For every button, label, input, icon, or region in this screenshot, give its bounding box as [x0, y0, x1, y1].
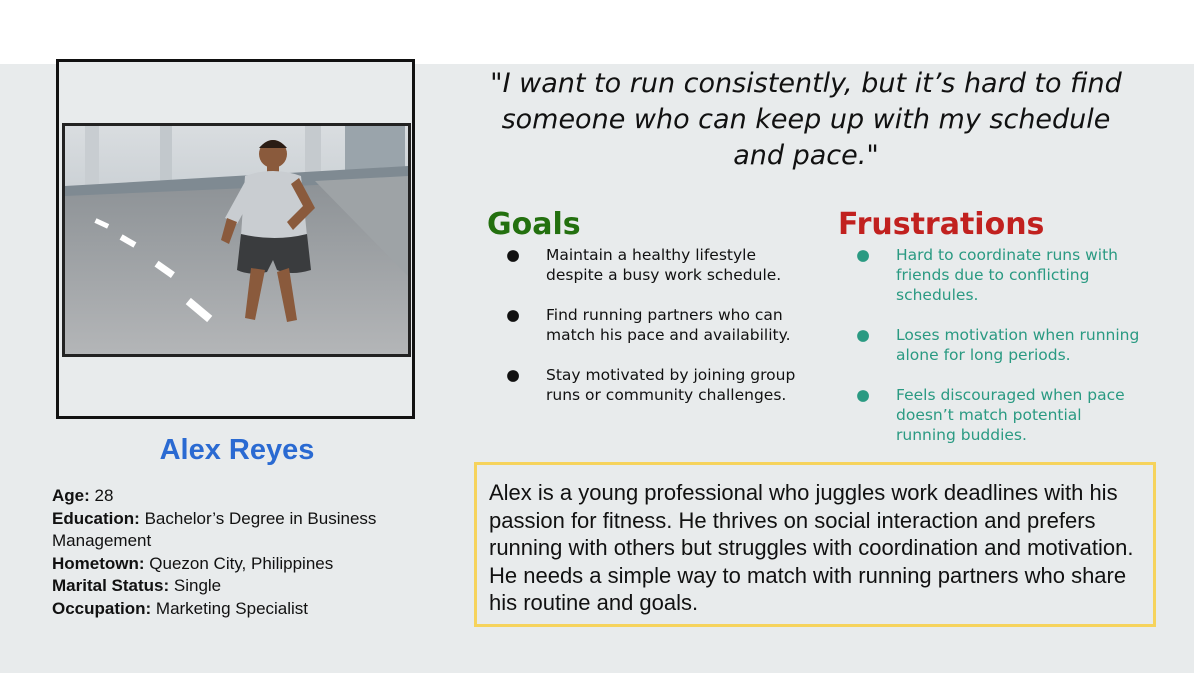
list-item	[856, 245, 1146, 305]
bullet-icon: ●	[506, 306, 520, 324]
persona-quote: "I want to run consistently, but it’s hard to find someone who can keep up with my schedule and pace."	[490, 68, 1122, 171]
goal-text: Stay motivated by joining group runs or community challenges.	[546, 366, 796, 404]
goals-list	[506, 245, 806, 425]
detail-occupation	[52, 598, 432, 621]
detail-value: Single	[173, 576, 222, 595]
detail-value: Quezon City, Philippines	[149, 553, 334, 573]
detail-label: Education:	[52, 508, 140, 528]
detail-education	[52, 508, 432, 553]
detail-label: Age:	[52, 486, 90, 505]
list-item	[856, 325, 1146, 365]
persona-bio: Alex is a young professional who juggles work deadlines with his passion for fitness. He thrives on social interaction and prefers running with others but struggles with coordination and motivation. He needs a simple way to match with running partners who share his routine and goals.	[474, 462, 1156, 627]
frustration-text: Loses motivation when running alone for long periods.	[896, 326, 1140, 364]
persona-name: Alex Reyes	[159, 434, 315, 466]
list-item	[506, 245, 806, 285]
bullet-icon: ●	[856, 386, 870, 404]
bullet-icon: ●	[506, 366, 520, 384]
detail-label: Occupation:	[52, 598, 152, 618]
list-item	[856, 385, 1146, 445]
man-running-photo	[65, 126, 408, 354]
frustrations-list	[856, 245, 1146, 465]
frustrations-heading: Frustrations	[838, 207, 1045, 242]
persona-photo	[62, 123, 411, 357]
detail-hometown	[52, 553, 432, 576]
goals-heading: Goals	[487, 207, 581, 242]
detail-value: Marketing Specialist	[155, 598, 309, 618]
goal-text: Maintain a healthy lifestyle despite a busy work schedule.	[546, 246, 782, 284]
bullet-icon: ●	[856, 326, 870, 344]
frustration-text: Hard to coordinate runs with friends due to conflicting schedules.	[896, 246, 1119, 304]
goal-text: Find running partners who can match his pace and availability.	[546, 306, 791, 344]
persona-details	[52, 485, 432, 620]
detail-marital-status	[52, 575, 432, 598]
bullet-icon: ●	[856, 246, 870, 264]
frustration-text: Feels discouraged when pace doesn’t match potential running buddies.	[896, 386, 1125, 444]
detail-label: Hometown:	[52, 553, 145, 573]
detail-label: Marital Status:	[52, 576, 170, 595]
detail-value: Bachelor’s Degree in Business Management	[52, 508, 377, 550]
list-item	[506, 305, 806, 345]
list-item	[506, 365, 806, 405]
bullet-icon: ●	[506, 246, 520, 264]
detail-value: 28	[94, 486, 114, 505]
detail-age	[52, 485, 432, 508]
